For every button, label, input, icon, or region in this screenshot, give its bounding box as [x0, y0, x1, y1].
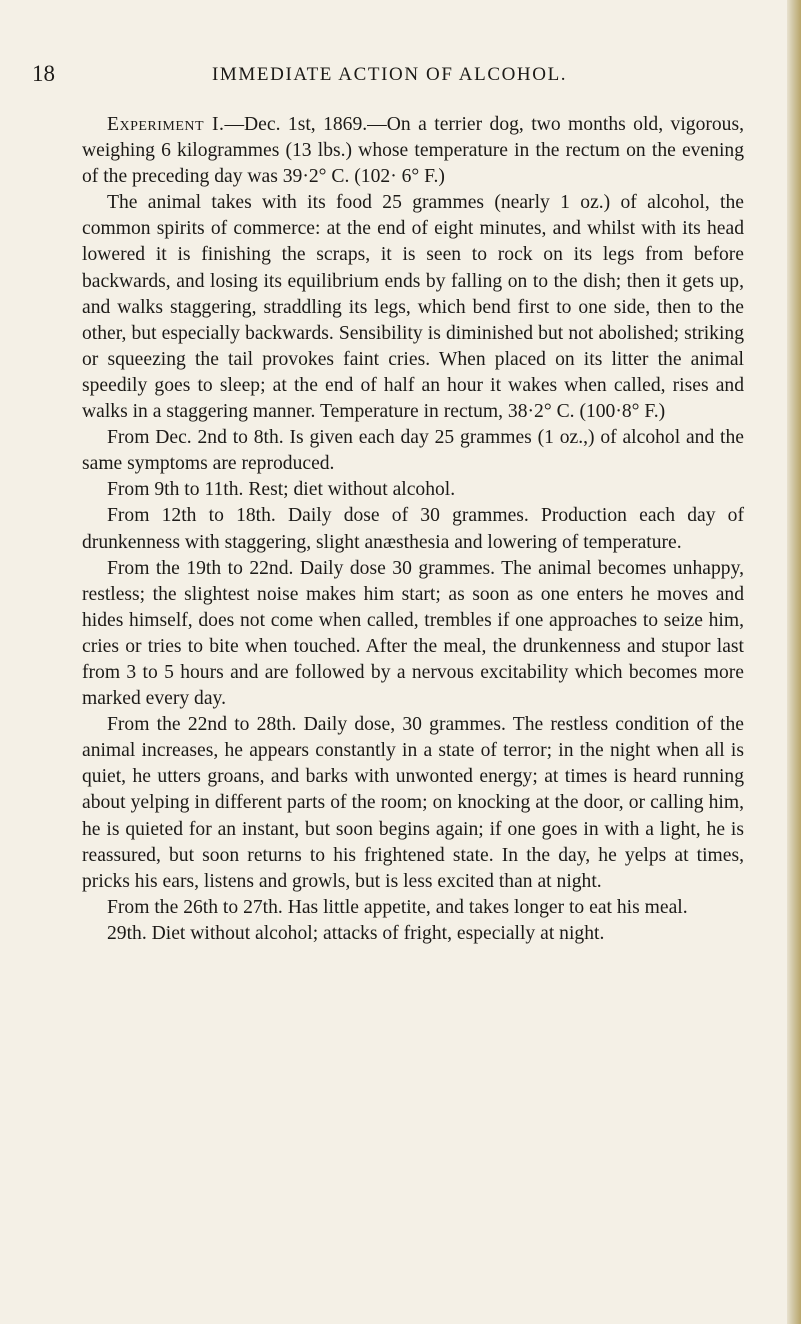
page-edge [787, 0, 801, 1324]
paragraph-dec-19-22: From the 19th to 22nd. Daily dose 30 grammes. The animal becomes unhappy, restless; the slightest noise makes him start; as soon as one enters he moves and hides himself, does not come when called, trembles if one approaches to seize him, cries or tries to bite when touched. After the meal, the drunkenness and stupor last from 3 to 5 hours and are followed by a nervous excitability which becomes more marked every day. [82, 557, 744, 710]
paragraph-dec-9-11: From 9th to 11th. Rest; diet without alcohol. [107, 479, 456, 501]
experiment-intro-text: —Dec. 1st, 1869.—On a terrier dog, two months old, vigorous, weighing 6 kilogrammes (13 lbs.) whose temperature in the rectum on the evening of the preceding day was 39·2° C. (102· 6° F.) [82, 114, 745, 188]
paragraph-dec-2-8: From Dec. 2nd to 8th. Is given each day 25 grammes (1 oz.,) of alcohol and the same symptoms are reproduced. [82, 427, 744, 475]
page-number: 18 [32, 61, 55, 86]
paragraph-experiment-intro [82, 112, 744, 190]
paragraph-dec-12-18: From 12th to 18th. Daily dose of 30 grammes. Production each day of drunkenness with staggering, slight anæsthesia and lowering of temperature. [82, 505, 744, 553]
paragraph-dec-26-27: From the 26th to 27th. Has little appetite, and takes longer to eat his meal. [107, 896, 688, 918]
experiment-label: Experiment I. [107, 114, 225, 135]
paragraph-dec-29: 29th. Diet without alcohol; attacks of fright, especially at night. [107, 922, 605, 944]
running-head: IMMEDIATE ACTION OF ALCOHOL. [212, 64, 568, 85]
body-text [82, 112, 744, 947]
paragraph-first-dose: The animal takes with its food 25 grammes (nearly 1 oz.) of alcohol, the common spirits of commerce: at the end of eight minutes, and whilst with its head lowered it is finishing the scraps, it is seen to rock on its legs from before backwards, and losing its equilibrium ends by falling on to the dish; then it gets up, and walks staggering, straddling its legs, which bend first to one side, then to the other, but especially backwards. Sensibility is diminished but not abolished; striking or squeezing the tail provokes faint cries. When placed on its litter the animal speedily goes to sleep; at the end of half an hour it wakes when called, rises and walks in a staggering manner. Temperature in rectum, 38·2° C. (100·8° F.) [82, 192, 744, 423]
paragraph-dec-22-28: From the 22nd to 28th. Daily dose, 30 grammes. The restless condition of the animal increases, he appears constantly in a state of terror; in the night when all is quiet, he utters groans, and barks with unwonted energy; at times is heard running about yelping in different parts of the room; on knocking at the door, or calling him, he is quieted for an instant, but soon begins again; if one goes in with a light, he is reassured, but soon returns to his frightened state. In the day, he yelps at times, pricks his ears, listens and growls, but is less excited than at night. [82, 714, 744, 892]
